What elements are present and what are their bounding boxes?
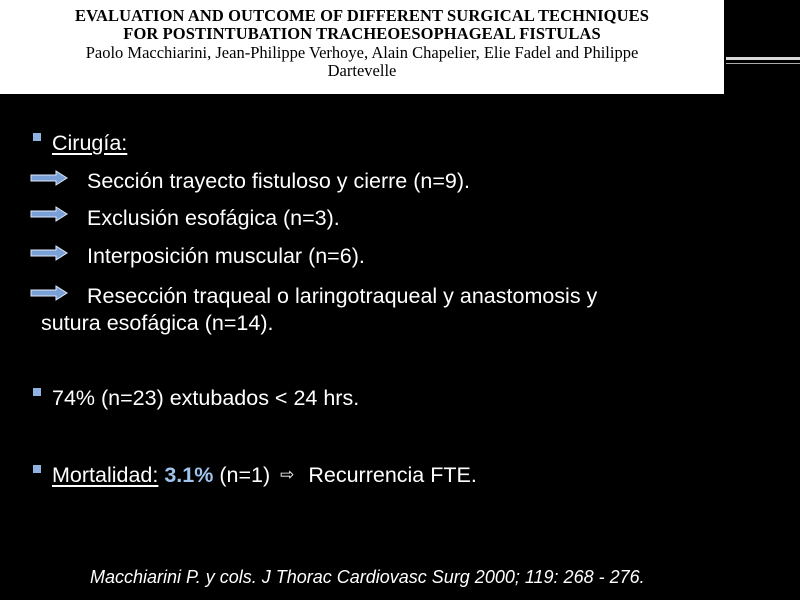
article-title-line-2: FOR POSTINTUBATION TRACHEOESOPHAGEAL FISTULAS [123,24,601,43]
mortality-line [52,462,477,490]
mortality-detail: (n=1) [219,463,271,487]
surgery-item-4-continuation: sutura esofágica (n=14). [41,311,274,335]
mortality-outcome: Recurrencia FTE. [308,463,477,487]
decorative-line [726,57,800,60]
article-header [0,0,724,94]
right-arrow-icon [30,206,68,222]
surgery-item-4: Resección traqueal o laringotraqueal y anastomosis y [87,284,598,308]
extubation-stat: 74% (n=23) extubados < 24 hrs. [52,386,360,410]
surgery-item-2: Exclusión esofágica (n=3). [87,206,340,230]
right-arrow-icon [30,170,68,186]
square-bullet-icon [33,388,41,396]
surgery-item-1: Sección trayecto fistuloso y cierre (n=9). [87,169,470,193]
outline-arrow-icon: ⇨ [280,465,295,484]
citation: Macchiarini P. y cols. J Thorac Cardiovasc Surg 2000; 119: 268 - 276. [90,567,645,587]
article-title-line-1: EVALUATION AND OUTCOME OF DIFFERENT SURGICAL TECHNIQUES [75,6,649,25]
mortality-label: Mortalidad: [52,463,159,487]
square-bullet-icon [33,133,41,141]
right-arrow-icon [30,285,68,301]
article-authors-line-1: Paolo Macchiarini, Jean-Philippe Verhoye, Alain Chapelier, Elie Fadel and Philippe [85,43,639,62]
mortality-value: 3.1% [164,463,214,487]
decorative-line [726,63,800,64]
square-bullet-icon [33,465,41,473]
surgery-heading: Cirugía: [52,131,128,155]
article-authors-line-2: Dartevelle [327,61,397,80]
right-arrow-icon [30,245,68,261]
surgery-item-3: Interposición muscular (n=6). [87,244,365,268]
